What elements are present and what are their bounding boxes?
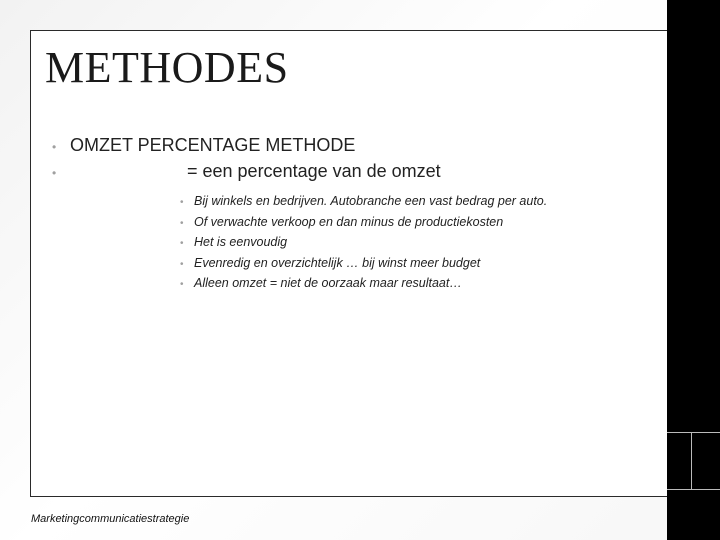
main-bullet-list <box>52 132 441 184</box>
list-item <box>180 232 547 253</box>
side-box <box>667 432 720 490</box>
bullet-icon: • <box>180 217 184 229</box>
slide-title: METHODES <box>45 43 289 92</box>
sub-bullet-text: Evenredig en overzichtelijk … bij winst meer budget <box>194 255 481 270</box>
list-item <box>180 191 547 212</box>
list-item <box>180 253 547 274</box>
sub-bullet-text: Alleen omzet = niet de oorzaak maar resultaat… <box>194 276 462 290</box>
bullet-icon: • <box>52 140 57 154</box>
sub-bullet-list <box>180 191 547 294</box>
sub-bullet-text: Bij winkels en bedrijven. Autobranche een vast bedrag per auto. <box>194 194 548 208</box>
bullet-text: OMZET PERCENTAGE METHODE <box>70 135 356 155</box>
list-item <box>180 273 547 294</box>
slide-footer: Marketingcommunicatiestrategie <box>31 513 190 525</box>
bullet-text: = een percentage van de omzet <box>187 161 441 181</box>
bullet-icon: • <box>180 197 184 208</box>
bullet-icon: • <box>180 238 184 249</box>
side-box-divider <box>691 432 692 490</box>
bullet-icon: • <box>180 258 184 270</box>
bullet-icon: • <box>180 279 184 290</box>
list-item <box>52 132 355 158</box>
list-item <box>52 158 441 184</box>
list-item <box>180 212 547 233</box>
bullet-icon: • <box>52 166 57 180</box>
sub-bullet-text: Het is eenvoudig <box>194 235 288 249</box>
sub-bullet-text: Of verwachte verkoop en dan minus de productiekosten <box>194 214 504 229</box>
